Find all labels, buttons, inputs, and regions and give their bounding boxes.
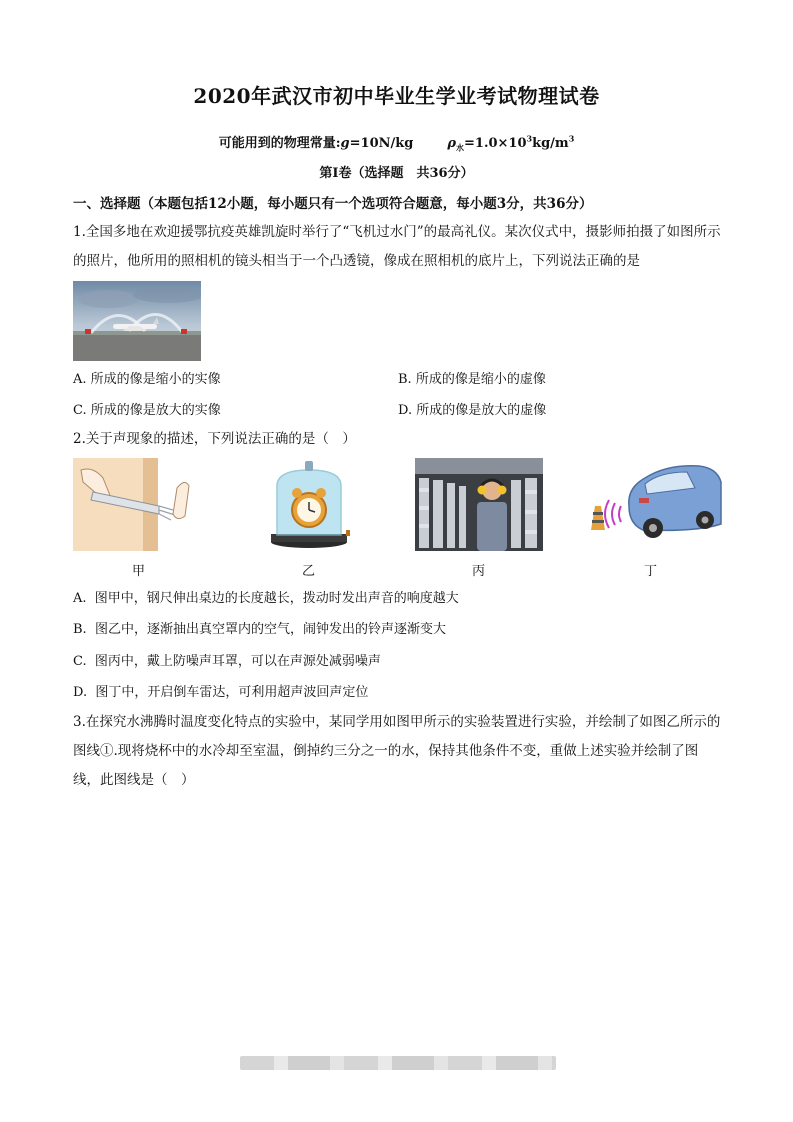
option-text: 所成的像是放大的实像 [90, 403, 221, 418]
q2-stem: 2.关于声现象的描述，下列说法正确的是（ ） [73, 431, 356, 447]
caption-ding: 丁 [644, 564, 658, 579]
factory-worker-earmuffs-image [415, 458, 543, 551]
option-letter: A. [73, 372, 87, 387]
q1-option-c[interactable] [73, 399, 221, 418]
g-value: =10N/kg [349, 136, 414, 151]
q1-option-d[interactable] [398, 399, 546, 418]
steel-ruler-image [73, 458, 193, 551]
option-letter: D. [398, 403, 413, 418]
option-text: 图丁中，开启倒车雷达，可利用超声波回声定位 [95, 685, 369, 700]
q2-option-b[interactable] [73, 618, 446, 637]
rho-subscript: 水 [456, 142, 464, 153]
option-text: 所成的像是放大的虚像 [416, 403, 547, 418]
q3-stem: 3.在探究水沸腾时温度变化特点的实验中，某同学用如图甲所示的实验装置进行实验，并绘制了如图乙所示的图线①.现将烧杯中的水冷却至室温，倒掉约三分之一的水，保持其他条件不变，重做上述实验并绘制了图线，此图线是（ ） [73, 714, 721, 788]
option-letter: D. [73, 685, 88, 700]
physical-constants [0, 132, 793, 154]
q1-airplane-photo [73, 281, 201, 361]
g-symbol: g [340, 136, 350, 151]
rho-exponent: 3 [526, 133, 533, 144]
option-letter: B. [73, 622, 87, 637]
figure-yi-bell-jar [268, 458, 350, 551]
rho-unit-exponent: 3 [568, 133, 575, 144]
rho-value: =1.0×10 [464, 136, 527, 151]
option-text: 所成的像是缩小的实像 [90, 372, 221, 387]
blurred-footer-watermark [240, 1056, 556, 1070]
bell-jar-alarm-clock-image [268, 458, 350, 551]
car-reversing-radar-image [587, 458, 722, 551]
option-text: 所成的像是缩小的虚像 [415, 372, 546, 387]
q1-option-a[interactable] [73, 368, 221, 387]
option-letter: B. [398, 372, 412, 387]
volume-heading: 第Ⅰ卷（选择题 共36分） [319, 166, 474, 181]
caption-yi: 乙 [302, 564, 316, 579]
option-text: 图甲中，钢尺伸出桌边的长度越长，拨动时发出声音的响度越大 [94, 591, 459, 606]
section-heading: 一、选择题（本题包括12小题，每小题只有一个选项符合题意，每小题3分，共36分） [73, 196, 593, 212]
figure-bing-factory [415, 458, 543, 551]
caption-bing: 丙 [472, 564, 486, 579]
q2-option-c[interactable] [73, 650, 381, 669]
q1-stem: 1.全国多地在欢迎援鄂抗疫英雄凯旋时举行了“飞机过水门”的最高礼仪。某次仪式中，摄影师拍摄了如图所示的照片，他所用的照相机的镜头相当于一个凸透镜，像成在照相机的底片上，下列说法正确的是 [73, 224, 721, 269]
constants-prefix: 可能用到的物理常量: [218, 136, 341, 151]
airplane-water-gate-image [73, 281, 201, 361]
option-letter: C. [73, 654, 87, 669]
option-letter: C. [73, 403, 87, 418]
q1-option-b[interactable] [398, 368, 546, 387]
option-text: 图乙中，逐渐抽出真空罩内的空气，闹钟发出的铃声逐渐变大 [94, 622, 446, 637]
figure-jia-ruler [73, 458, 193, 551]
caption-jia: 甲 [132, 564, 146, 579]
rho-symbol: ρ [447, 136, 456, 151]
option-letter: A. [73, 591, 87, 606]
rho-unit: kg/m [532, 136, 569, 151]
q2-option-d[interactable] [73, 681, 368, 700]
page-title: 2020年武汉市初中毕业生学业考试物理试卷 [193, 84, 600, 108]
option-text: 图丙中，戴上防噪声耳罩，可以在声源处减弱噪声 [94, 654, 381, 669]
figure-ding-car-radar [587, 458, 722, 551]
q2-option-a[interactable] [73, 587, 459, 606]
